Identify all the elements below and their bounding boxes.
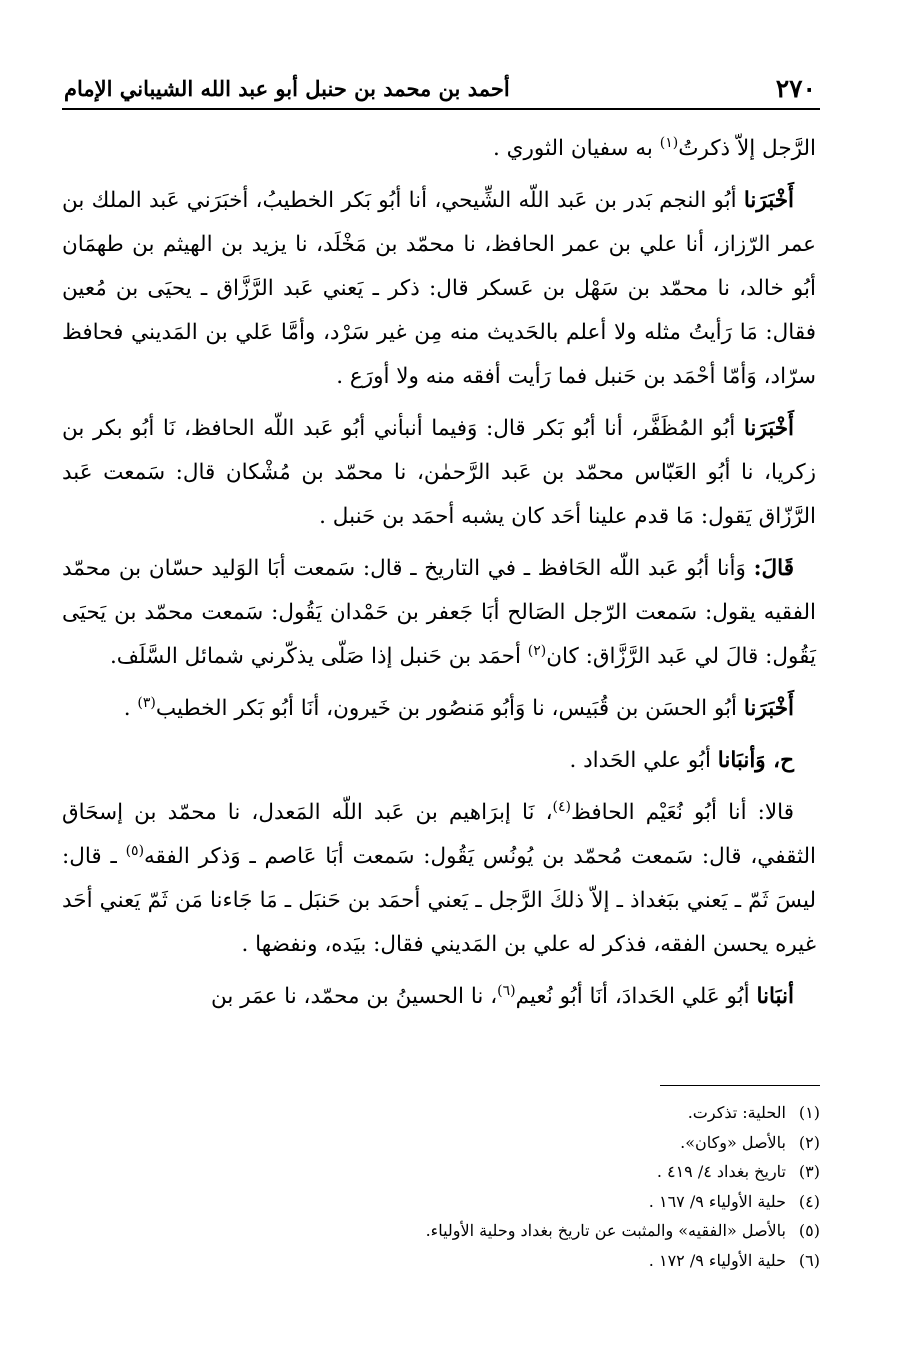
footnote-text: حلية الأولياء ٩/ ١٧٢ . [648,1250,786,1270]
footnote-divider [660,1085,820,1086]
footnote [180,1246,820,1276]
footnote-ref: (١) [659,134,679,151]
footnote-number: (٥) [798,1221,820,1240]
footnote [180,1098,820,1128]
footnote-ref: (٤) [552,798,571,815]
footnote [180,1187,820,1217]
page-header [62,68,820,110]
footnote-text: تاريخ بغداد ٤/ ٤١٩ . [656,1162,786,1181]
paragraph-text: أحمَد بن حَنبل إذا صَلّى يذكّرني شمائل السَّلَف. [109,644,528,669]
lead-word: قَالَ: [753,556,794,581]
footnote-text: بالأصل «وكان». [680,1132,786,1152]
paragraph-text: به سفيان الثوري . [493,136,660,161]
paragraph-text: الرَّجل إلاّ ذكرتُ [678,136,816,161]
paragraph [62,179,816,399]
lead-word: ح، وَأنبَانا [717,748,794,773]
footnote-number: (٣) [798,1162,820,1181]
paragraph [62,975,816,1019]
lead-word: أنبَانا [756,984,794,1009]
paragraph [62,547,816,679]
paragraph [62,127,816,171]
lead-word: أَخْبَرَنا [743,188,794,213]
footnote-ref: (٢) [527,642,547,659]
paragraph-text: ، نَا إبرَاهيم بن عَبد اللّه المَعدل، نا محمّد بن إسحَاق الثقفي، قال: سَمعت مُحمّد بن يُونُس يَقُول: سَمعت أبَا عَاصم ـ وَذكر الفقه [62,800,816,869]
paragraph [62,407,816,539]
main-text [62,127,816,1027]
footnote [180,1128,820,1158]
paragraph-text: ، نا الحسينُ بن محمّد، نا عمَر بن [211,984,498,1009]
footnotes [180,1098,820,1275]
footnote-number: (٢) [798,1132,820,1152]
footnote-ref: (٥) [125,842,145,859]
lead-word: أَخْبَرَنا [743,416,794,441]
paragraph [62,739,816,783]
paragraph-text: أبُو عَلي الحَدادَ، أنَا أبُو نُعيم [515,984,757,1009]
footnote [180,1216,820,1246]
footnote-text: بالأصل «الفقيه» والمثبت عن تاريخ بغداد وحلية الأولياء. [425,1221,786,1240]
lead-word: أَخْبَرَنا [743,696,794,721]
footnote-text: الحلية: تذكرت. [687,1103,786,1122]
footnote-ref: (٦) [497,982,516,999]
paragraph-text: قالا: أنا أبُو نُعَيْم الحافظ [571,800,794,825]
paragraph-text: أبُو علي الحَداد . [569,748,718,773]
paragraph-text: أبُو المُظَفَّر، أنا أبُو بَكر قال: وَفيما أنبأني أبُو عَبد اللّه الحافظ، نَا أبُو بكر بن زكريا، نا أبُو العَبّاس محمّد بن عَبد الرَّحمٰن، نا محمّد بن مُشْكان قال: سَمعت عَبد الرَّزّاق يَقول: مَا قدم علينا أحَد كان يشبه أحمَد بن حَنبل . [62,416,816,529]
paragraph-text: وَأنا أبُو عَبد اللّه الحَافظ ـ في التاريخ ـ قال: سَمعت أبَا الوَليد حسّان بن محمّد الفقيه يقول: سَمعت الرّجل الصَالح أبَا جَعفر بن حَمْدان يَقُول: سَمعت محمّد بن يَحيَى يَقُول: قالَ لي عَبد الرَّزَّاق: كان [62,556,816,669]
paragraph [62,687,816,731]
paragraph-text: أبُو النجم بَدر بن عَبد اللّه الشِّيحي، أنا أبُو بَكر الخطيبُ، أخبَرَني عَبد الملك بن عمر الرّزاز، أنا علي بن عمر الحافظ، نا محمّد بن مَخْلَد، نا يزيد بن الهيثم بن طهمَان أبُو خالد، نا محمّد بن سَهْل بن عَسكر قال: ذكر ـ يَعني عَبد الرَّزَّاق ـ يحيَى بن مُعين فقال: مَا رَأيتُ مثله ولا أعلم بالحَديث منه مِن غير سَرْد، وأمَّا عَلي بن المَديني فحافظ سرّاد، وَأمّا أحْمَد بن حَنبل فما رَأيت أفقه منه ولا أورَع . [62,188,816,389]
page-number: ٢٧٠ [775,74,816,103]
paragraph-text: أبُو الحسَن بن قُبَيس، نا وَأبُو مَنصُور بن خَيرون، أنَا أبُو بَكر الخطيب [155,696,744,721]
paragraph-text: ـ قال: ليسَ ثَمّ ـ يَعني ببَغداذ ـ إلاّ ذلكَ الرَّجل ـ يَعني أحمَد بن حَنبَل ـ مَا جَاءنا مَن ثَمّ يَعني أحَد غيره يحسن الفقه، فذكر له علي بن المَديني فقال: بيَده، ونفضها . [62,844,816,957]
footnote-ref: (٣) [137,694,156,711]
footnote-number: (١) [798,1103,820,1122]
footnote-number: (٤) [798,1191,820,1211]
footnote-number: (٦) [798,1250,820,1270]
paragraph [62,791,816,967]
paragraph-text: . [123,696,138,721]
footnote-text: حلية الأولياء ٩/ ١٦٧ . [648,1191,786,1211]
footnote [180,1157,820,1187]
running-title: أحمد بن محمد بن حنبل أبو عبد الله الشيباني الإمام [64,76,510,101]
